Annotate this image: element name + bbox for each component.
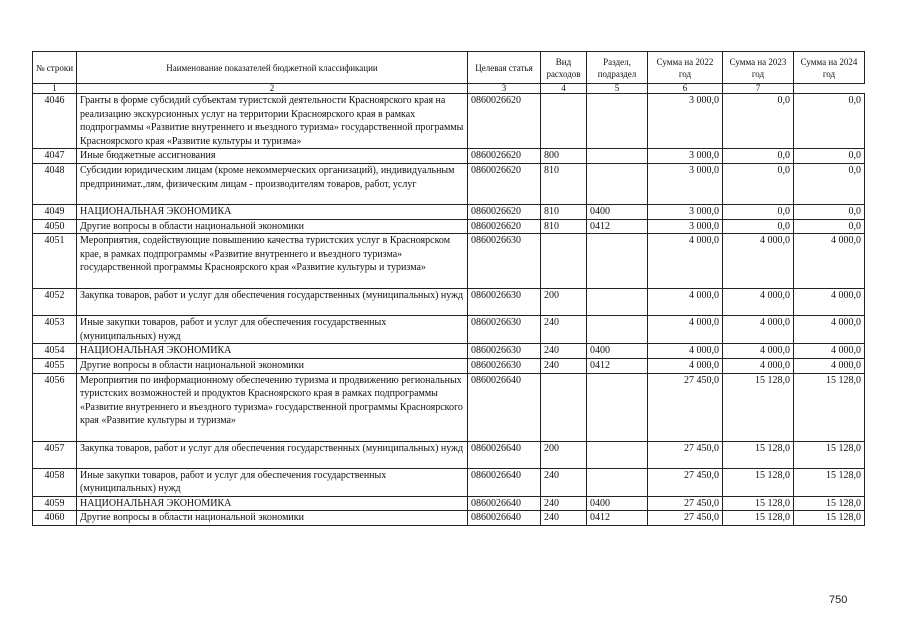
cell-sum-2023: 4 000,0 [723, 358, 794, 373]
budget-table [32, 51, 865, 526]
cell-sum-2022: 4 000,0 [648, 344, 723, 359]
cell-sum-2023: 0,0 [723, 94, 794, 149]
cell-sum-2023: 0,0 [723, 219, 794, 234]
cell-row-number: 4057 [33, 441, 77, 468]
cell-indicator-name: Гранты в форме субсидий субъектам туристской деятельности Красноярского края на реализацию экскурсионных услуг на территории Красноярского края в рамках подпрограммы «Развитие внутреннего и въездного туризма» государственной программы Красноярского края «Развитие культуры и туризма» [77, 94, 468, 149]
cell-row-number: 4051 [33, 234, 77, 289]
cell-sum-2023: 4 000,0 [723, 344, 794, 359]
column-number: 1 [33, 84, 77, 94]
cell-section [587, 468, 648, 496]
cell-sum-2024: 15 128,0 [794, 373, 865, 441]
header-sum-2024: Сумма на 2024 год [794, 52, 865, 84]
table-header-row [33, 52, 865, 84]
cell-expense-type: 240 [541, 511, 587, 526]
cell-sum-2022: 27 450,0 [648, 468, 723, 496]
cell-section [587, 163, 648, 204]
cell-section: 0412 [587, 358, 648, 373]
cell-row-number: 4053 [33, 316, 77, 344]
cell-target-article: 0860026640 [468, 373, 541, 441]
cell-sum-2023: 4 000,0 [723, 289, 794, 316]
cell-sum-2023: 15 128,0 [723, 441, 794, 468]
cell-row-number: 4046 [33, 94, 77, 149]
cell-row-number: 4054 [33, 344, 77, 359]
table-body [33, 94, 865, 526]
header-sum-2022: Сумма на 2022 год [648, 52, 723, 84]
cell-expense-type [541, 94, 587, 149]
cell-row-number: 4049 [33, 204, 77, 219]
cell-section [587, 441, 648, 468]
cell-sum-2022: 4 000,0 [648, 234, 723, 289]
cell-expense-type: 200 [541, 289, 587, 316]
cell-sum-2022: 3 000,0 [648, 163, 723, 204]
cell-indicator-name: Иные закупки товаров, работ и услуг для обеспечения государственных (муниципальных) нужд [77, 316, 468, 344]
header-expense-type: Вид расходов [541, 52, 587, 84]
cell-section [587, 316, 648, 344]
cell-sum-2022: 3 000,0 [648, 94, 723, 149]
cell-sum-2023: 15 128,0 [723, 373, 794, 441]
cell-section [587, 94, 648, 149]
cell-sum-2022: 3 000,0 [648, 219, 723, 234]
cell-target-article: 0860026630 [468, 289, 541, 316]
cell-sum-2023: 0,0 [723, 149, 794, 164]
cell-sum-2024: 15 128,0 [794, 468, 865, 496]
cell-indicator-name: Другие вопросы в области национальной экономики [77, 511, 468, 526]
table-row [33, 511, 865, 526]
cell-row-number: 4060 [33, 511, 77, 526]
cell-sum-2023: 4 000,0 [723, 234, 794, 289]
table-row [33, 358, 865, 373]
table-row [33, 289, 865, 316]
table-row [33, 94, 865, 149]
cell-row-number: 4047 [33, 149, 77, 164]
cell-sum-2024: 0,0 [794, 149, 865, 164]
column-number: 2 [77, 84, 468, 94]
cell-target-article: 0860026640 [468, 511, 541, 526]
cell-sum-2022: 4 000,0 [648, 316, 723, 344]
cell-section [587, 234, 648, 289]
table-row [33, 149, 865, 164]
cell-row-number: 4048 [33, 163, 77, 204]
cell-section: 0400 [587, 344, 648, 359]
cell-expense-type: 240 [541, 344, 587, 359]
cell-sum-2023: 15 128,0 [723, 496, 794, 511]
cell-section: 0412 [587, 511, 648, 526]
cell-row-number: 4059 [33, 496, 77, 511]
cell-sum-2024: 0,0 [794, 204, 865, 219]
cell-row-number: 4055 [33, 358, 77, 373]
cell-sum-2022: 4 000,0 [648, 289, 723, 316]
cell-section: 0400 [587, 204, 648, 219]
cell-indicator-name: Другие вопросы в области национальной экономики [77, 219, 468, 234]
header-row-number: № строки [33, 52, 77, 84]
cell-target-article: 0860026640 [468, 496, 541, 511]
cell-target-article: 0860026620 [468, 219, 541, 234]
column-number: 4 [541, 84, 587, 94]
cell-section: 0412 [587, 219, 648, 234]
cell-indicator-name: Иные закупки товаров, работ и услуг для обеспечения государственных (муниципальных) нужд [77, 468, 468, 496]
cell-indicator-name: Закупка товаров, работ и услуг для обеспечения государственных (муниципальных) нужд [77, 441, 468, 468]
cell-target-article: 0860026630 [468, 358, 541, 373]
cell-indicator-name: Иные бюджетные ассигнования [77, 149, 468, 164]
header-section: Раздел, подраздел [587, 52, 648, 84]
cell-target-article: 0860026620 [468, 163, 541, 204]
cell-expense-type [541, 234, 587, 289]
cell-sum-2023: 15 128,0 [723, 468, 794, 496]
table-row [33, 204, 865, 219]
cell-expense-type [541, 373, 587, 441]
cell-row-number: 4050 [33, 219, 77, 234]
table-row [33, 234, 865, 289]
cell-indicator-name: НАЦИОНАЛЬНАЯ ЭКОНОМИКА [77, 496, 468, 511]
cell-expense-type: 240 [541, 358, 587, 373]
cell-expense-type: 240 [541, 468, 587, 496]
cell-indicator-name: Субсидии юридическим лицам (кроме некоммерческих организаций), индивидуальным предпринимат.,лям, физическим лицам - производителям товаров, работ, услуг [77, 163, 468, 204]
cell-sum-2022: 3 000,0 [648, 149, 723, 164]
cell-sum-2024: 15 128,0 [794, 496, 865, 511]
cell-sum-2023: 0,0 [723, 163, 794, 204]
cell-section [587, 149, 648, 164]
cell-sum-2022: 3 000,0 [648, 204, 723, 219]
cell-row-number: 4052 [33, 289, 77, 316]
cell-section [587, 373, 648, 441]
cell-sum-2024: 4 000,0 [794, 358, 865, 373]
column-number: 5 [587, 84, 648, 94]
cell-sum-2024: 15 128,0 [794, 511, 865, 526]
cell-target-article: 0860026640 [468, 441, 541, 468]
cell-expense-type: 800 [541, 149, 587, 164]
cell-indicator-name: Мероприятия, содействующие повышению качества туристских услуг в Красноярском крае, в рамках подпрограммы «Развитие внутреннего и въездного туризма» государственной программы Красноярского края «Развитие культуры и туризма» [77, 234, 468, 289]
cell-row-number: 4056 [33, 373, 77, 441]
cell-section: 0400 [587, 496, 648, 511]
cell-sum-2024: 4 000,0 [794, 234, 865, 289]
cell-indicator-name: Закупка товаров, работ и услуг для обеспечения государственных (муниципальных) нужд [77, 289, 468, 316]
cell-sum-2024: 4 000,0 [794, 289, 865, 316]
cell-sum-2022: 4 000,0 [648, 358, 723, 373]
table-row [33, 441, 865, 468]
cell-section [587, 289, 648, 316]
table-row [33, 373, 865, 441]
cell-indicator-name: Другие вопросы в области национальной экономики [77, 358, 468, 373]
cell-expense-type: 200 [541, 441, 587, 468]
table-row [33, 163, 865, 204]
header-sum-2023: Сумма на 2023 год [723, 52, 794, 84]
column-number: 7 [723, 84, 794, 94]
cell-expense-type: 240 [541, 316, 587, 344]
cell-expense-type: 810 [541, 204, 587, 219]
table-row [33, 468, 865, 496]
cell-sum-2024: 0,0 [794, 219, 865, 234]
cell-sum-2022: 27 450,0 [648, 511, 723, 526]
cell-target-article: 0860026620 [468, 149, 541, 164]
cell-indicator-name: НАЦИОНАЛЬНАЯ ЭКОНОМИКА [77, 344, 468, 359]
cell-target-article: 0860026630 [468, 234, 541, 289]
column-number: 6 [648, 84, 723, 94]
cell-sum-2022: 27 450,0 [648, 496, 723, 511]
cell-expense-type: 810 [541, 219, 587, 234]
cell-target-article: 0860026640 [468, 468, 541, 496]
cell-expense-type: 240 [541, 496, 587, 511]
header-indicator-name: Наименование показателей бюджетной классификации [77, 52, 468, 84]
table-row [33, 344, 865, 359]
page-number: 750 [829, 594, 848, 606]
table-row [33, 219, 865, 234]
cell-target-article: 0860026630 [468, 316, 541, 344]
cell-indicator-name: Мероприятия по информационному обеспечению туризма и продвижению региональных туристских возможностей и продуктов Красноярского края в рамках подпрограммы «Развитие внутреннего и въездного туризма» государственной программы Красноярского края «Развитие культуры и туризма» [77, 373, 468, 441]
table-column-numbers-row [33, 84, 865, 94]
cell-sum-2024: 4 000,0 [794, 344, 865, 359]
header-target-article: Целевая статья [468, 52, 541, 84]
cell-expense-type: 810 [541, 163, 587, 204]
cell-sum-2023: 0,0 [723, 204, 794, 219]
cell-sum-2024: 4 000,0 [794, 316, 865, 344]
cell-sum-2022: 27 450,0 [648, 373, 723, 441]
cell-target-article: 0860026620 [468, 204, 541, 219]
cell-sum-2024: 0,0 [794, 94, 865, 149]
table-row [33, 496, 865, 511]
table-row [33, 316, 865, 344]
column-number: 3 [468, 84, 541, 94]
cell-target-article: 0860026630 [468, 344, 541, 359]
cell-sum-2024: 15 128,0 [794, 441, 865, 468]
cell-target-article: 0860026620 [468, 94, 541, 149]
cell-sum-2024: 0,0 [794, 163, 865, 204]
cell-sum-2022: 27 450,0 [648, 441, 723, 468]
cell-sum-2023: 15 128,0 [723, 511, 794, 526]
cell-sum-2023: 4 000,0 [723, 316, 794, 344]
cell-row-number: 4058 [33, 468, 77, 496]
cell-indicator-name: НАЦИОНАЛЬНАЯ ЭКОНОМИКА [77, 204, 468, 219]
